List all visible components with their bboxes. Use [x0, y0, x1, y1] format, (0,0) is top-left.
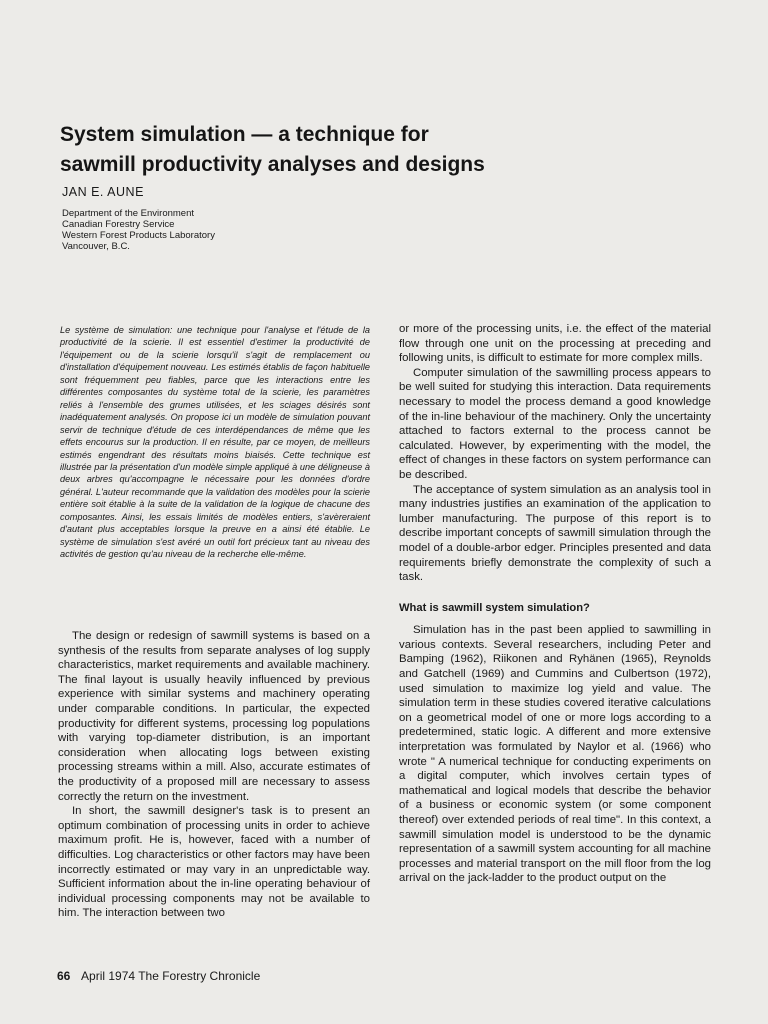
body-paragraph: The design or redesign of sawmill systems is based on a synthesis of the results from separate analyses of log supply characteristics, market requirements and available machinery. The final layout is usually heavily influenced by previous experience with similar systems and machinery operating under comparable conditions. In particular, the expected productivity for different systems, processing log populations with varying top-diameter distribution, is an important consideration when allocating logs between existing processing streams within a mill. Also, accurate estimates of the productivity of a proposed mill are necessary to assess correctly the return on the investment.	[58, 630, 370, 803]
affiliation-line: Vancouver, B.C.	[62, 241, 130, 252]
body-paragraph: Computer simulation of the sawmilling process appears to be well suited for studying this interaction. Data requirements necessary to model the process demand a good knowledge of the in-line behaviour of the machinery. Only the uncertainty attached to factors external to the process cannot be calculated. However, by experimenting with the model, the effect of changes in these factors on system performance can be described.	[399, 366, 711, 481]
page-number: 66	[57, 969, 71, 983]
affiliation-line: Canadian Forestry Service	[62, 219, 175, 230]
author-affiliation	[62, 208, 215, 252]
body-column-right	[399, 322, 711, 886]
body-paragraph: The acceptance of system simulation as an analysis tool in many industries justifies an examination of the application to lumber manufacturing. The purpose of this report is to describe important concepts of sawmill simulation through the model of a double-arbor edger. Principles presented and data requirements briefly demonstrate the complexity of such a task.	[399, 483, 711, 584]
title-line-2: sawmill productivity analyses and designs	[60, 153, 485, 176]
body-paragraph: In short, the sawmill designer's task is to present an optimum combination of processing units in order to achieve maximum profit. He is, however, faced with a number of difficulties. Log characteristics or other factors may have been incorrectly estimated or may vary in an unpredictable way. Sufficient information about the in-line operating behaviour of individual processing components may not be available to him. The interaction between two	[58, 805, 370, 920]
author-name: JAN E. AUNE	[62, 185, 144, 199]
section-heading: What is sawmill system simulation?	[399, 601, 590, 614]
article-title	[60, 120, 580, 180]
page-footer	[57, 969, 260, 983]
affiliation-line: Department of the Environment	[62, 208, 195, 219]
body-column-left	[58, 629, 370, 921]
affiliation-line: Western Forest Products Laboratory	[62, 230, 215, 241]
journal-name: The Forestry Chronicle	[138, 969, 261, 983]
french-abstract: Le système de simulation: une technique pour l'analyse et l'étude de la productivité de la scierie. Il est essentiel d'estimer la productivité de l'équipement ou de la scierie lorsqu'il s'agit de remplacement ou d'installation d'équipement nouveau. Les estimés établis de façon habituelle sont fréquemment peu fiables, parce que les interactions entre les différentes composantes du système total de la scierie, les paramètres reliés à l'ensemble des grumes utilisées, et les sciages désirés sont inadéquatement analysés. On propose ici un modèle de simulation pouvant servir de technique d'étude de ces interdépendances de même que les effets encourus sur la production. Il en résulte, par ce moyen, de meilleurs estimés engendrant des résultats moins biaisés. Cette technique est illustrée par la présentation d'un modèle simple appliqué à une déligneuse à deux arbres qu'accompagne le nécessaire pour les données d'ordre général. L'auteur recommande que la validation des modèles pour la scierie entière soit établie à la suite de la validation de la logique de chacune des composantes. Ainsi, les essais limités de modèles entiers, s'avèreraient d'autant plus acceptables lorsque la preuve en a ainsi été établie. Le système de simulation s'est avéré un outil fort précieux tant au niveau des activités de gestion qu'au niveau de la recherche elle-même.	[60, 325, 370, 560]
title-line-1: System simulation — a technique for	[60, 123, 429, 146]
body-paragraph: or more of the processing units, i.e. the effect of the material flow through one unit on the processing at preceding and following units, is difficult to estimate for more complex mills.	[399, 323, 711, 365]
body-paragraph: Simulation has in the past been applied to sawmilling in various contexts. Several researchers, including Peter and Bamping (1962), Riikonen and Ryhänen (1965), Reynolds and Gatchell (1969) and Cummins and Culbertson (1972), used simulation to maximize log yield and value. The simulation term in these studies covered iterative calculations on a geometrical model of one or more logs according to a predetermined, static logic. A different and more extensive interpretation was formulated by Naylor et al. (1966) who wrote " A numerical technique for conducting experiments on a digital computer, which involves certain types of mathematical and logical models that describe the behavior of a business or economic system (or some component thereof) over extended periods of real time". In this context, a sawmill simulation model is understood to be the dynamic representation of a sawmill system accounting for all machine processes and material transport on the mill floor from the log arrival on the jack-ladder to the product output on the	[399, 624, 711, 885]
issue-date: April 1974	[81, 969, 136, 983]
